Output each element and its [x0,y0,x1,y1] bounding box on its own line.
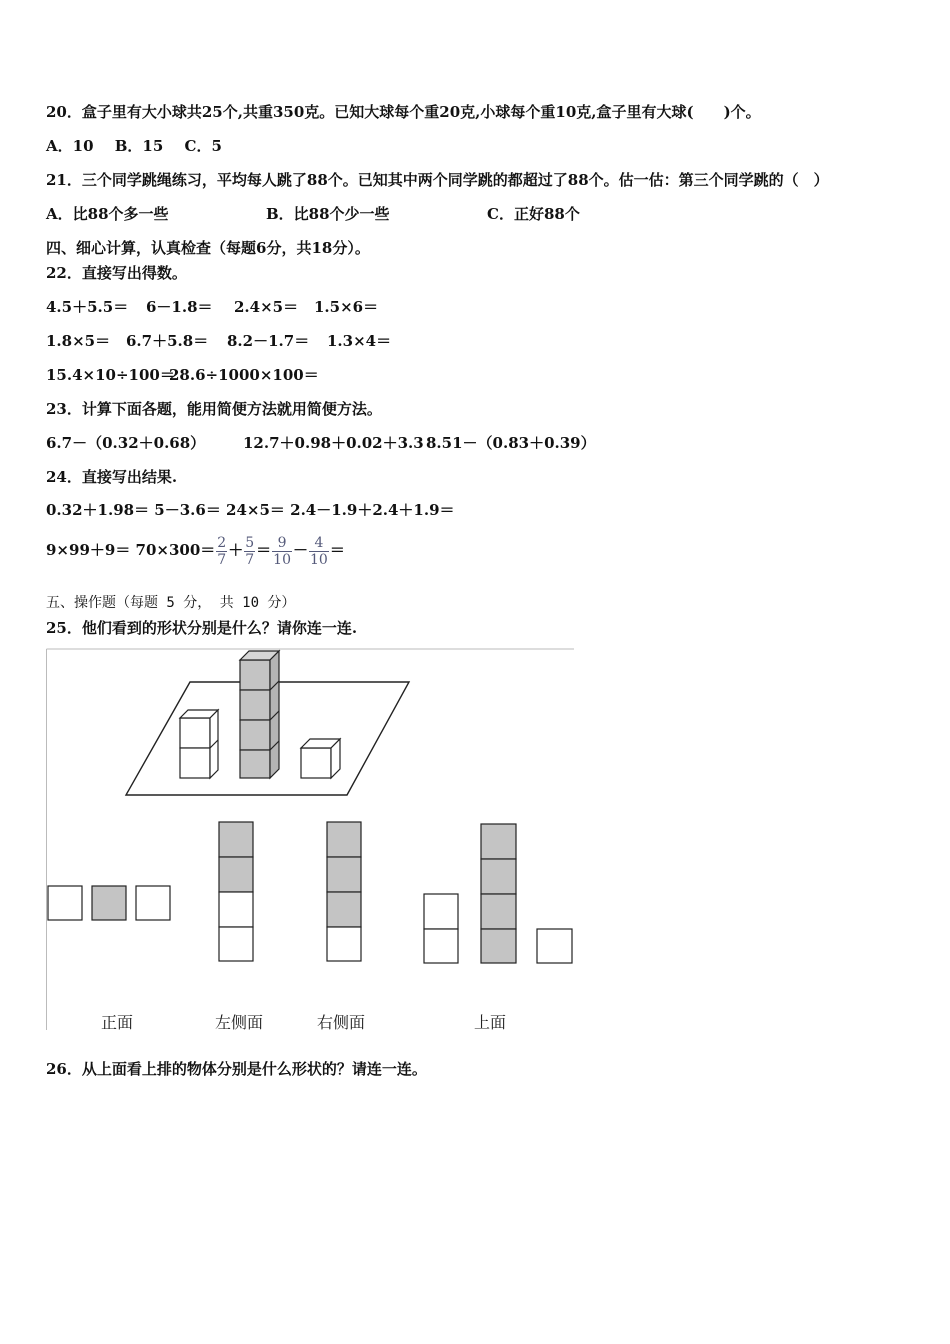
q22-title: 22．直接写出得数。 [46,264,187,282]
equals-sign: ＝ [329,541,345,559]
q20-text: 20．盒子里有大小球共25个,共重350克。已知大球每个重20克,小球每个重10克,盒子里有大球( )个。 [46,103,761,121]
caption-front: 正面 [101,1013,134,1032]
fraction-9-10: $\frac{9}{10}$ [273,534,291,568]
q22-expr: 4.5＋5.5＝ [46,298,129,316]
q22-expr: 6.7＋5.8＝ [126,332,209,350]
top-view-shape-c [537,929,572,963]
q20-options [46,136,222,156]
q22-expr: 8.2－1.7＝ [227,332,310,350]
q22-expr: 28.6÷1000×100＝ [169,366,319,384]
right-side-view-shape [327,822,361,961]
q25-figure [46,648,574,1030]
plus-sign: ＋ [228,541,244,559]
middle-gray-stack [240,651,279,778]
caption-right-side: 右侧面 [317,1013,366,1032]
q20-option-c[interactable]: C．5 [184,137,222,155]
left-white-stack [180,710,218,778]
q20-option-b[interactable]: B．15 [114,137,164,155]
q21-option-c[interactable]: C．正好88个 [487,205,580,223]
section-4-heading: 四、细心计算，认真检查（每题6分，共18分）。 [46,239,370,257]
q24-row-2 [46,530,345,570]
q21-option-b[interactable]: B．比88个少一些 [266,205,390,223]
fraction-4-10: $\frac{4}{10}$ [310,534,328,568]
equals-sign: ＝ [256,541,272,559]
q26-title: 26．从上面看上排的物体分别是什么形状的？请连一连。 [46,1060,427,1078]
section-5-heading: 五、操作题（每题 5 分， 共 10 分） [46,595,296,611]
q25-title: 25．他们看到的形状分别是什么？请你连一连. [46,619,358,637]
q23-expr: 8.51－（0.83＋0.39） [426,434,596,452]
left-side-view-shape [219,822,253,961]
front-view-shape [48,886,170,920]
fraction-5-7: $\frac{5}{7}$ [245,534,255,568]
q20-option-a[interactable]: A．10 [46,137,94,155]
q22-expr: 2.4×5＝ [234,298,299,316]
q22-expr: 1.3×4＝ [327,332,392,350]
right-white-cube [301,739,340,778]
q21-text: 21．三个同学跳绳练习，平均每人跳了88个。已知其中两个同学跳的都超过了88个。估一估：第三个同学跳的（ ） [46,171,829,189]
q22-expr: 1.5×6＝ [314,298,379,316]
q22-expr: 1.8×5＝ [46,332,111,350]
top-view-shape-a [424,894,458,963]
caption-left-side: 左侧面 [215,1013,264,1032]
q24-row-2-prefix: 9×99＋9＝ 70×300＝ [46,541,216,559]
q23-expr: 6.7－（0.32＋0.68） [46,434,206,452]
cube-views-diagram [46,648,574,1030]
fraction-2-7: $\frac{2}{7}$ [217,534,227,568]
q22-expr: 6－1.8＝ [146,298,213,316]
q21-option-a[interactable]: A．比88个多一些 [46,205,169,223]
top-view-shape-b [481,824,516,963]
q24-row-1: 0.32＋1.98＝ 5－3.6＝ 24×5＝ 2.4－1.9＋2.4＋1.9＝ [46,501,455,519]
q23-expr: 12.7＋0.98＋0.02＋3.3 [243,434,424,452]
caption-top: 上面 [474,1013,507,1032]
q22-expr: 15.4×10÷100＝ [46,366,175,384]
minus-sign: － [293,541,309,559]
q23-title: 23．计算下面各题，能用简便方法就用简便方法。 [46,400,382,418]
q24-title: 24．直接写出结果. [46,468,178,486]
